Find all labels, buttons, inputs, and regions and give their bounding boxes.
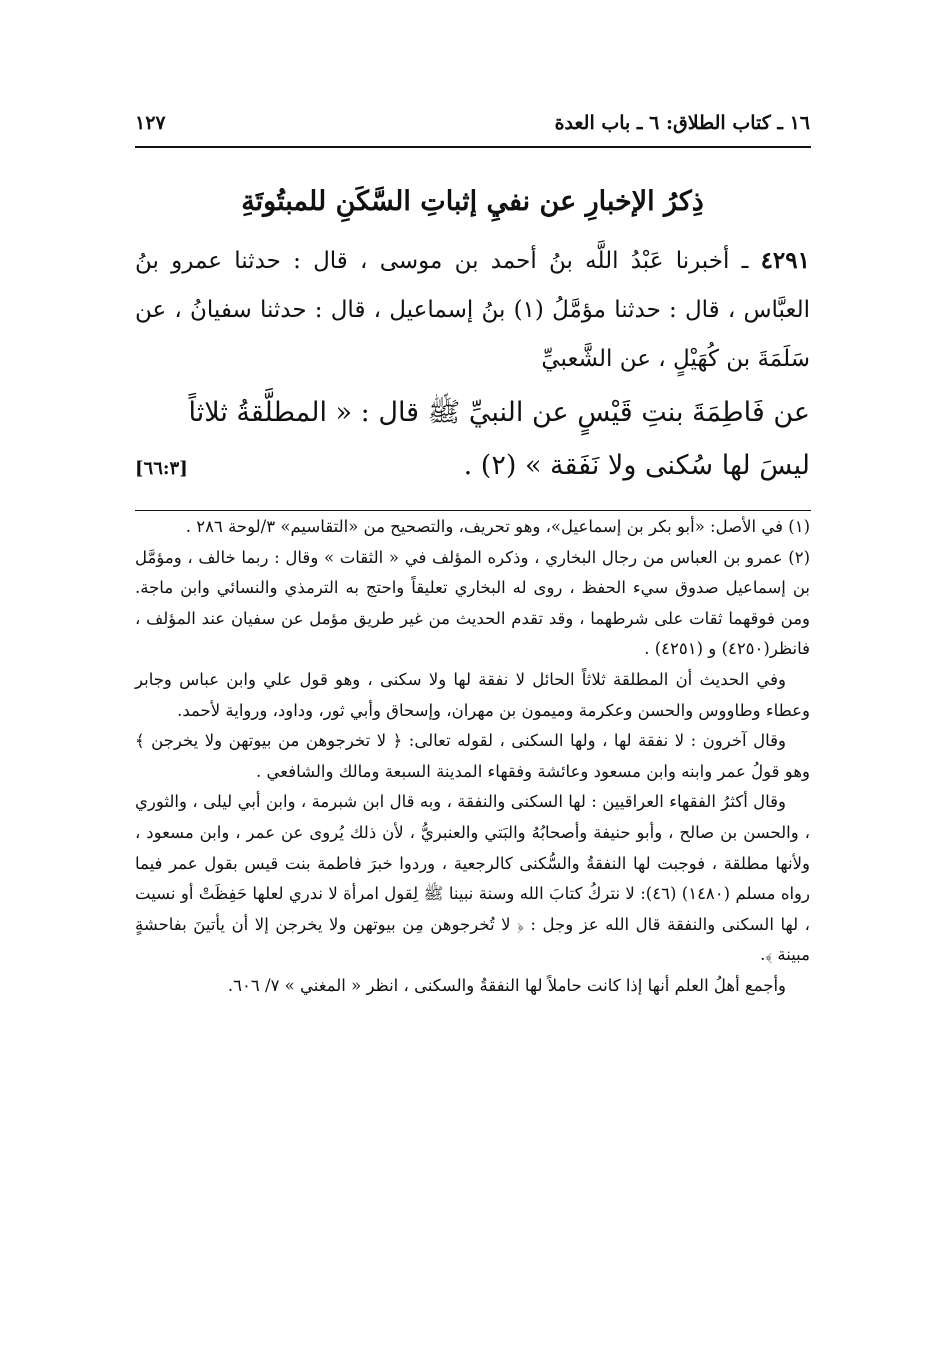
- page-header: [135, 112, 810, 142]
- footnote-paragraph-4: وأجمع أهلُ العلم أنها إذا كانت حاملاً لها النفقةُ والسكنى ، انظر « المغني » ٧/ ٦٠٦.: [227, 975, 786, 995]
- running-title: ١٦ ـ كتاب الطلاق: ٦ ـ باب العدة: [554, 112, 810, 134]
- footnote-1: (١) في الأصل: «أبو بكر بن إسماعيل»، وهو تحريف، والتصحيح من «التقاسيم» ٣/لوحة ٢٨٦ .: [185, 517, 810, 536]
- hadith-matn: [135, 386, 810, 492]
- page-number: ١٢٧: [135, 112, 166, 134]
- footnote-paragraph-3: وقال أكثرُ الفقهاء العراقيين : لها السكنى والنفقة ، وبه قال ابن شبرمة ، وابن أبي ليلى ، والثوري ، والحسن بن صالح ، وأبو حنيفة وأصحابُهُ والبَتي والعنبريُّ ، لأن ذلك يُروى عن عمر ، وابن مسعود ، ولأنها مطلقة ، فوجبت لها النفقةُ والسُّكنى كالرجعية ، وردوا خبرَ فاطمة بنت قيس بقول عمر فيما رواه مسلم (١٤٨٠) (٤٦): لا نتركُ كتابَ الله وسنة نبينا ﷺ لِقول امرأة لا ندري لعلها حَفِظَتْ أو نسيت ، لها السكنى والنفقة قال الله عز وجل : ﴿ لا تُخرجوهن مِن بيوتهن ولا يخرجن إلا أن يأتينَ بفاحشةٍ مبينة ﴾.: [135, 792, 810, 965]
- footnotes: [135, 512, 810, 1002]
- footnote-paragraph-2: وقال آخرون : لا نفقة لها ، ولها السكنى ، لقوله تعالى: ﴿ لا تخرجوهن من بيوتهن ولا يخرجن ﴾ وهو قولُ عمر وابنه وابن مسعود وعائشة وفقهاء المدينة السبعة ومالك والشافعي .: [135, 731, 810, 781]
- footnote-paragraph-1: وفي الحديث أن المطلقة ثلاثاً الحائل لا نفقة لها ولا سكنى ، وهو قول علي وابن عباس وجابر وعطاء وطاووس والحسن وعكرمة وميمون بن مهران، وإسحاق وأبي ثور، وداود، ورواية لأحمد.: [135, 669, 810, 720]
- cross-reference: [٦٦:٣]: [135, 458, 188, 479]
- section-title: ذِكرُ الإخبارِ عن نفيِ إثباتِ السَّكَنِ للمبتُوتَةِ: [241, 186, 704, 217]
- footnote-2: (٢) عمرو بن العباس من رجال البخاري ، وذكره المؤلف في « الثقات » وقال : ربما خالف ، ومؤمَّل بن إسماعيل صدوق سيء الحفظ ، روى له البخاري تعليقاً واحتج به الترمذي والنسائي وابن ماجة. ومن فوقهما ثقات على شرطهما ، وقد تقدم الحديث من غير طريق مؤمل عن سفيان عند المؤلف ، فانظر(٤٢٥٠) و (٤٢٥١) .: [135, 547, 810, 659]
- hadith-number: ٤٢٩١: [760, 247, 810, 274]
- header-divider: [135, 146, 811, 148]
- matn-text: عن فَاطِمَةَ بنتِ قَيْسٍ عن النبيِّ ﷺ قال : « المطلَّقةُ ثلاثاً ليسَ لها سُكنى ولا نَفَقة » (٢) .: [188, 397, 810, 481]
- isnad-text: ـ أخبرنا عَبْدُ اللَّه بنُ أحمد بن موسى ، قال : حدثنا عمرو بنُ العبَّاس ، قال : حدثنا مؤمَّلُ (١) بنُ إسماعيل ، قال : حدثنا سفيانُ ، عن سَلَمَةَ بن كُهَيْلٍ ، عن الشَّعبيِّ: [135, 248, 810, 372]
- hadith-isnad: [135, 236, 810, 384]
- footnote-divider: [135, 510, 811, 511]
